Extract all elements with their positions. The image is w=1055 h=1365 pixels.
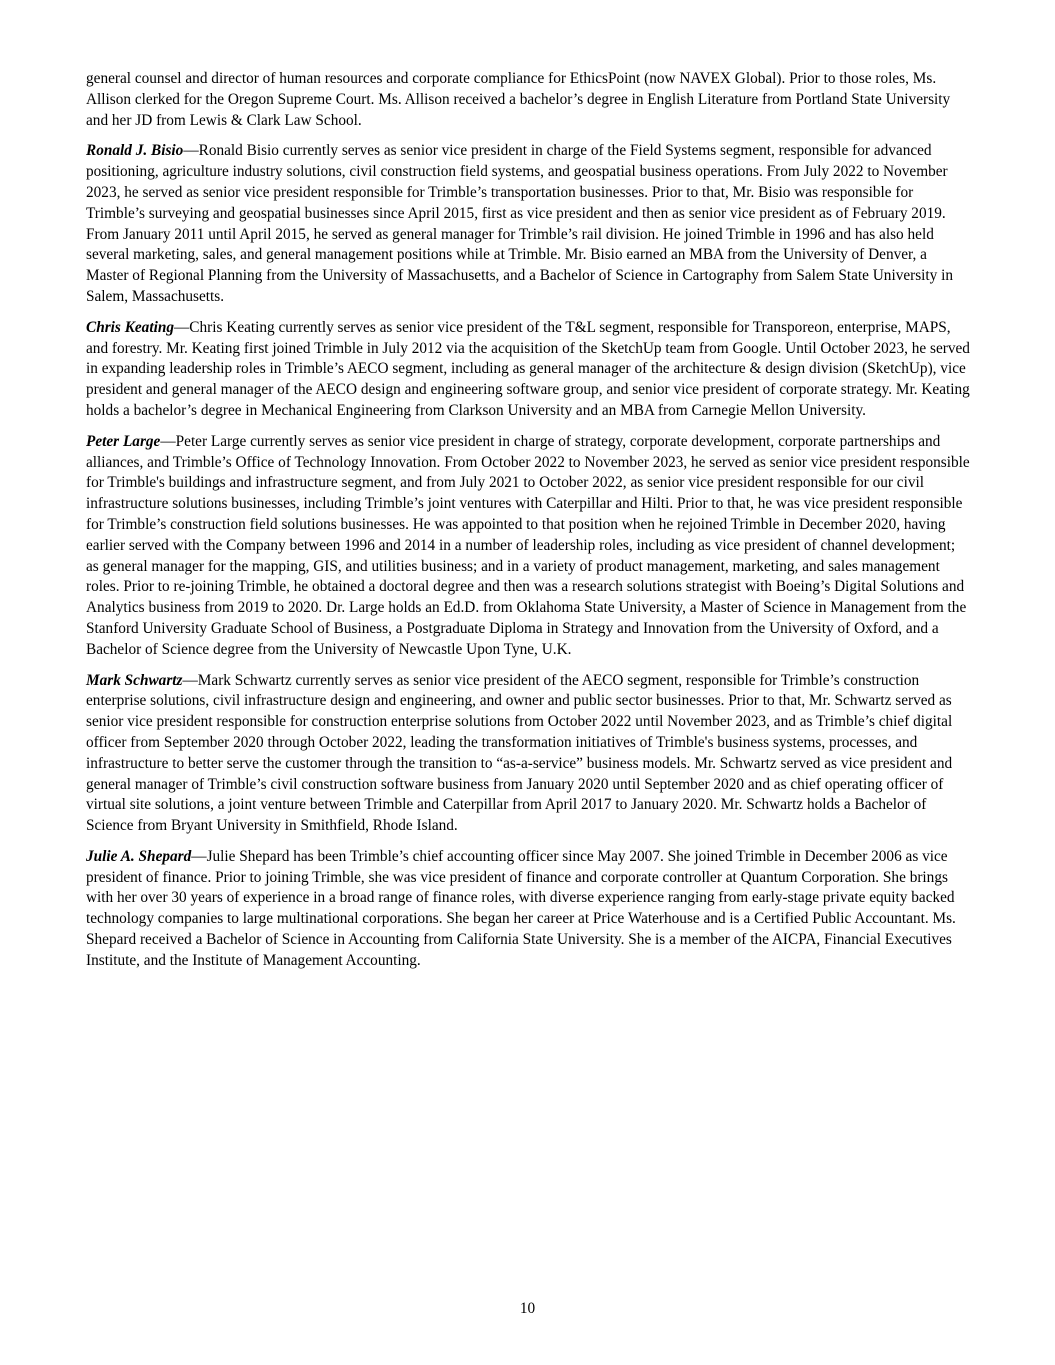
bio-text: Julie Shepard has been Trimble’s chief accounting officer since May 2007. She joined Trimble in December 2006 as vice president of finance. Prior to joining Trimble, she was vice president of finance and corporate controller at Quantum Corporation. She brings with her over 30 years of experience in a broad range of finance roles, with diverse experience ranging from early-stage private equity backed technology companies to large multinational corporations. She began her career at Price Waterhouse and is a Certified Public Accountant. Ms. Shepard received a Bachelor of Science in Accounting from California State University. She is a member of the AICPA, Financial Executives Institute, and the Institute of Management Accounting. <box>86 847 956 969</box>
bio-text: Mark Schwartz currently serves as senior vice president of the AECO segment, responsible for Trimble’s construction enterprise solutions, civil infrastructure design and engineering, and owner and public sector businesses. Prior to that, Mr. Schwartz served as senior vice president responsible for construction enterprise solutions from October 2022 until November 2023, and as Trimble’s chief digital officer from September 2020 through October 2022, leading the transformation initiatives of Trimble's business systems, processes, and infrastructure to better serve the customer through the transition to “as-a-service” business models. Mr. Schwartz served as vice president and general manager of Trimble’s civil construction software business from January 2020 until September 2020 and as chief operating officer of virtual site solutions, a joint venture between Trimble and Caterpillar from April 2017 to January 2020. Mr. Schwartz holds a Bachelor of Science from Bryant University in Smithfield, Rhode Island. <box>86 671 953 835</box>
bio-ronald-bisio <box>86 141 970 307</box>
bio-dash: — <box>174 318 190 336</box>
intro-paragraph: general counsel and director of human resources and corporate compliance for EthicsPoint (now NAVEX Global). Prior to those roles, Ms. Allison clerked for the Oregon Supreme Court. Ms. Allison received a bachelor’s degree in English Literature from Portland State University and her JD from Lewis & Clark Law School. <box>86 70 951 129</box>
bio-name: Peter Large <box>86 432 161 450</box>
bio-mark-schwartz <box>86 671 970 837</box>
bio-name: Ronald J. Bisio <box>86 142 184 160</box>
bio-text: Peter Large currently serves as senior vice president in charge of strategy, corporate development, corporate partnerships and alliances, and Trimble’s Office of Technology Innovation. From October 2022 to November 2023, he served as senior vice president responsible for Trimble's buildings and infrastructure segment, and from July 2021 to October 2022, as senior vice president responsible for our civil infrastructure solutions businesses, including Trimble’s joint ventures with Caterpillar and Hilti. Prior to that, he was vice president responsible for Trimble’s construction field solutions businesses. He was appointed to that position when he rejoined Trimble in December 2020, having earlier served with the Company between 1996 and 2014 in a number of leadership roles, including as vice president of channel development; as general manager for the mapping, GIS, and utilities business; and in a variety of product management, marketing, and sales management roles. Prior to re-joining Trimble, he obtained a doctoral degree and then was a research solutions strategist with Boeing’s Digital Solutions and Analytics business from 2019 to 2020. Dr. Large holds an Ed.D. from Oklahoma State University, a Master of Science in Management from the Stanford University Graduate School of Business, a Postgraduate Diploma in Strategy and Innovation from the University of Oxford, and a Bachelor of Science degree from the University of Newcastle Upon Tyne, U.K. <box>86 432 970 658</box>
bio-dash: — <box>183 142 199 160</box>
bio-dash: — <box>182 671 198 689</box>
bio-peter-large <box>86 432 970 661</box>
bio-julie-shepard <box>86 847 970 972</box>
bio-dash: — <box>160 432 176 450</box>
page-content <box>86 69 970 982</box>
bio-name: Chris Keating <box>86 318 174 336</box>
bio-name: Julie A. Shepard <box>86 847 192 865</box>
bio-chris-keating <box>86 318 970 422</box>
bio-dash: — <box>191 847 207 865</box>
page-number: 10 <box>519 1300 536 1317</box>
bio-text: Chris Keating currently serves as senior vice president of the T&L segment, responsible for Transporeon, enterprise, MAPS, and forestry. Mr. Keating first joined Trimble in July 2012 via the acquisition of the SketchUp team from Google. Until October 2023, he served in expanding leadership roles in Trimble’s AECO segment, including as general manager of the architecture & design division (SketchUp), vice president and general manager of the AECO design and engineering software group, and senior vice president of corporate strategy. Mr. Keating holds a bachelor’s degree in Mechanical Engineering from Clarkson University and an MBA from Carnegie Mellon University. <box>86 318 970 419</box>
bio-name: Mark Schwartz <box>86 671 183 689</box>
bio-text: Ronald Bisio currently serves as senior vice president in charge of the Field Systems segment, responsible for advanced positioning, agriculture industry solutions, civil construction field systems, and geospatial business operations. From July 2022 to November 2023, he served as senior vice president responsible for Trimble’s transportation businesses. Prior to that, Mr. Bisio was responsible for Trimble’s surveying and geospatial businesses since April 2015, first as vice president and then as senior vice president as of February 2019. From January 2011 until April 2015, he served as general manager for Trimble’s rail division. He joined Trimble in 1996 and has also held several marketing, sales, and general management positions while at Trimble. Mr. Bisio earned an MBA from the University of Denver, a Master of Regional Planning from the University of Massachusetts, and a Bachelor of Science in Cartography from Salem State University in Salem, Massachusetts. <box>86 142 954 305</box>
